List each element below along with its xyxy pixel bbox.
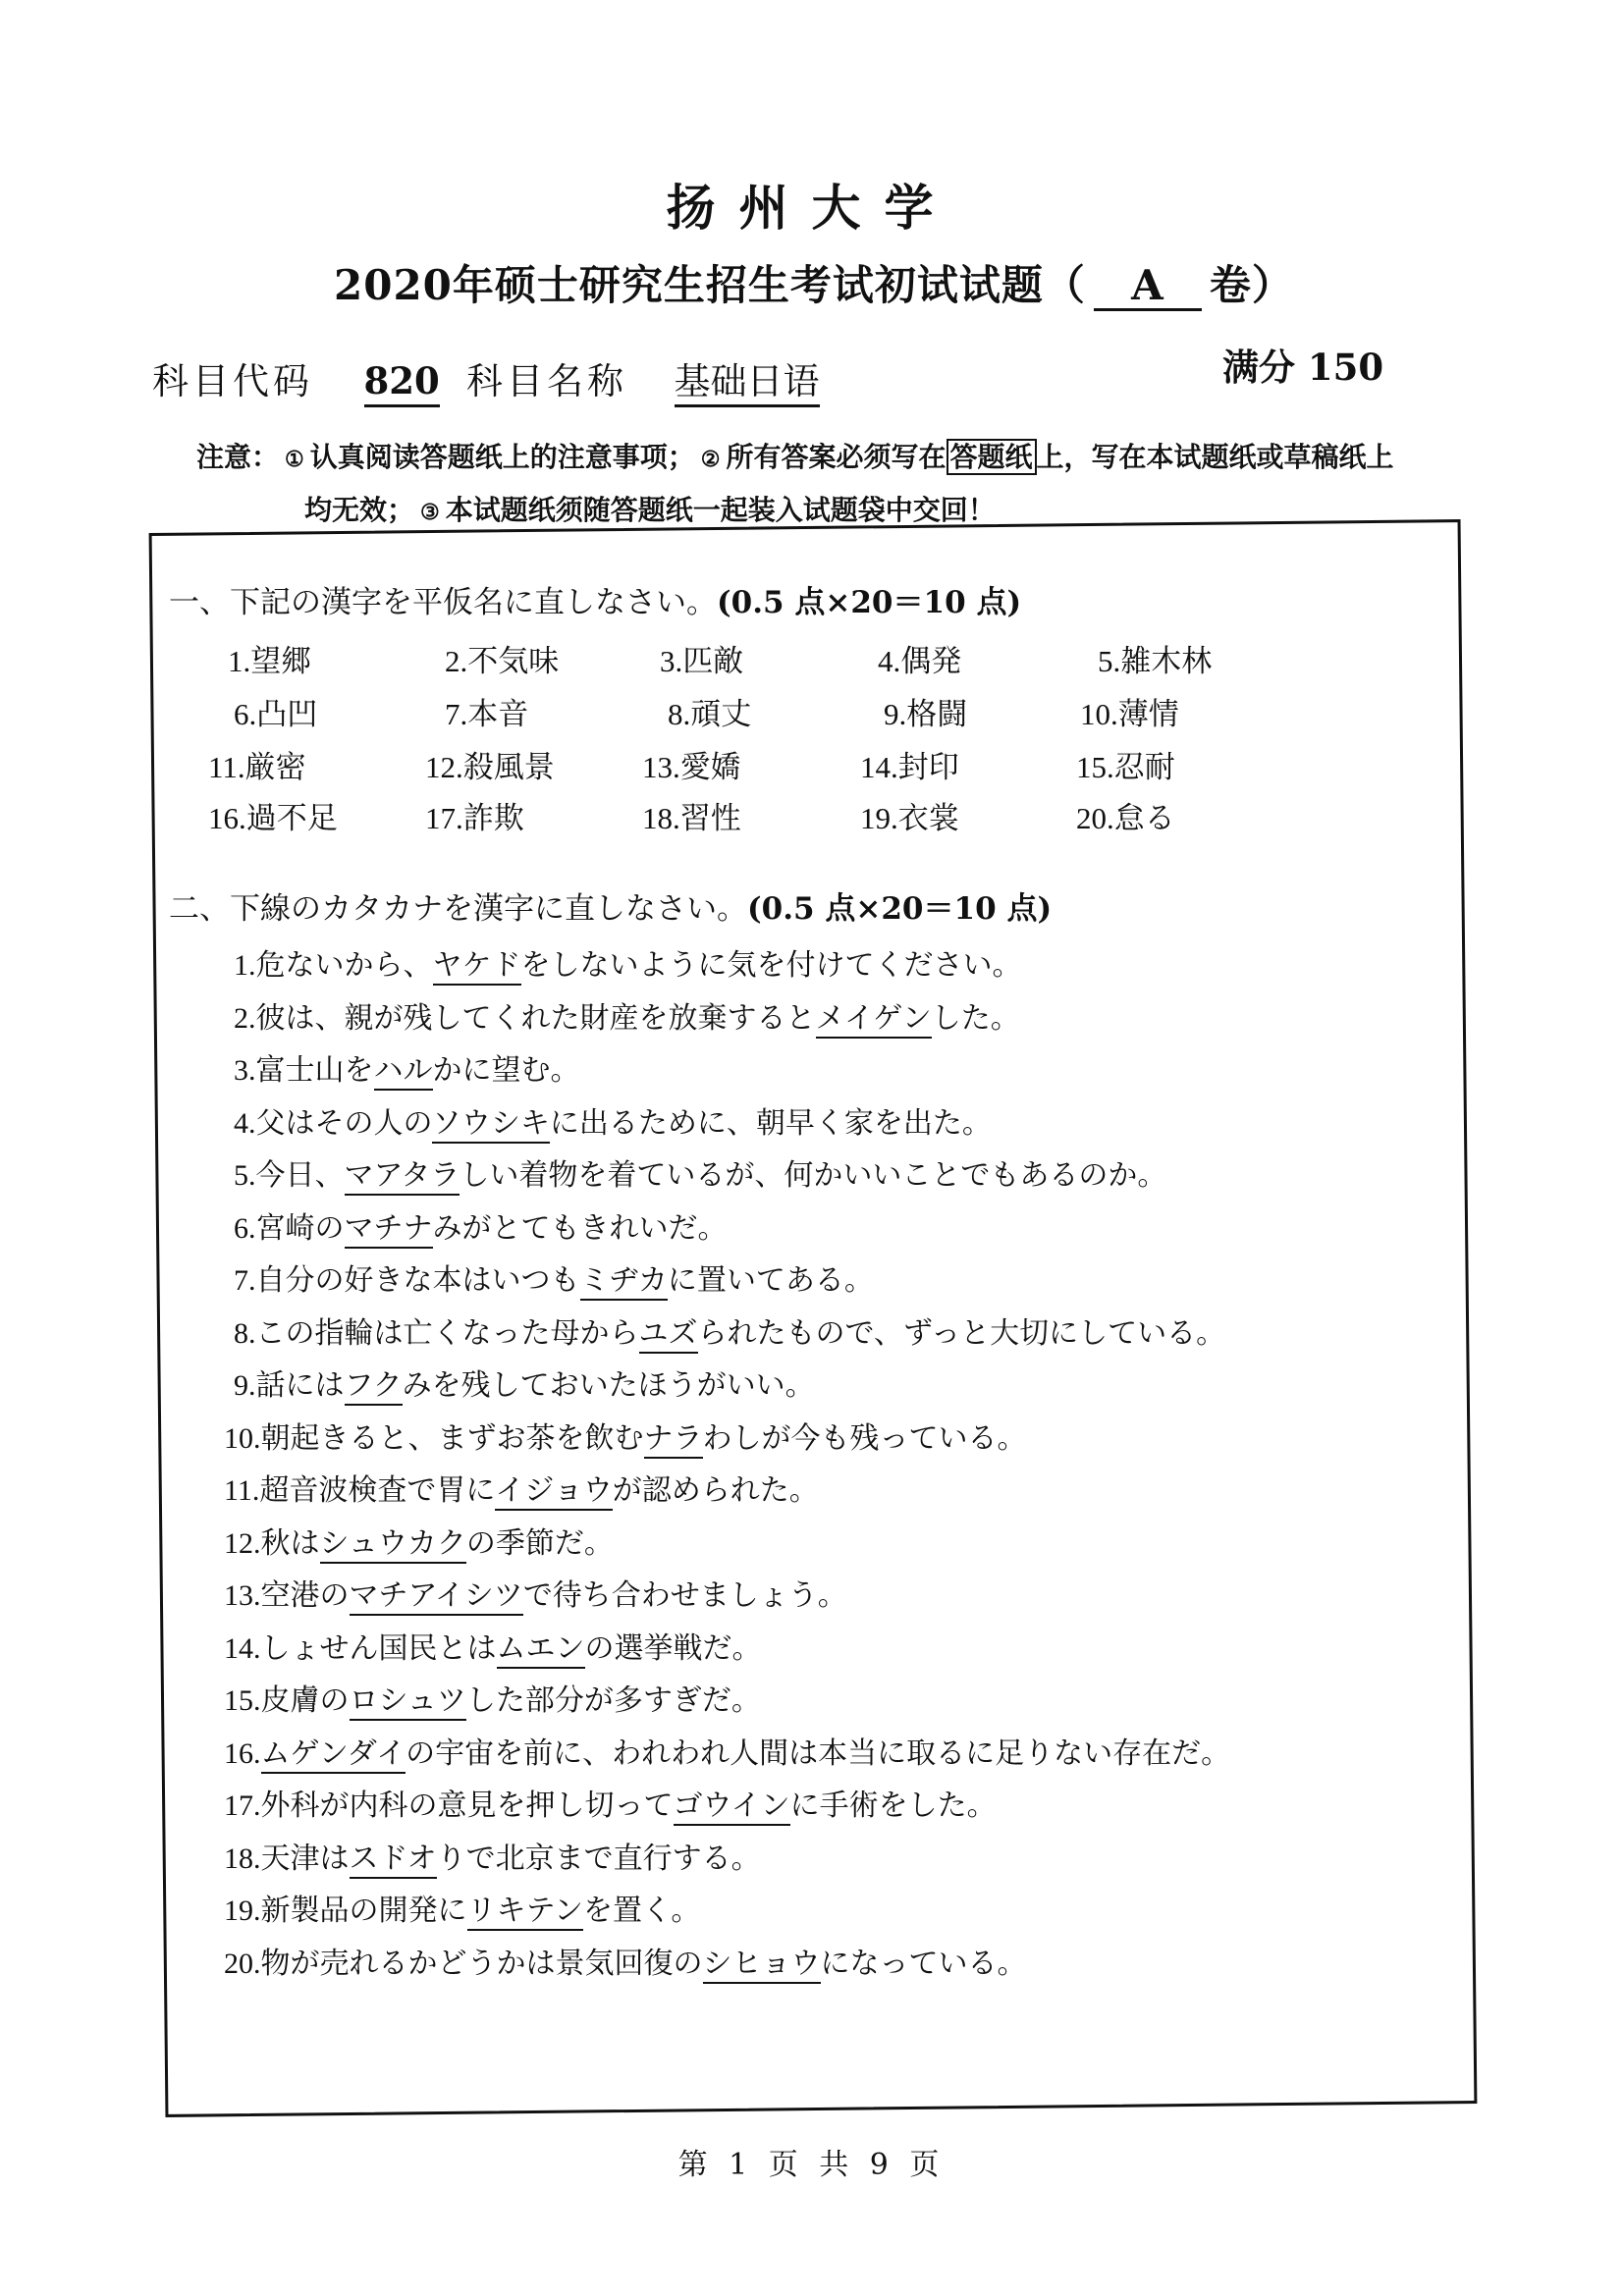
notice-label: 注意： xyxy=(196,441,280,473)
sentence-pre: 空港の xyxy=(260,1578,350,1613)
kanji-text: 本音 xyxy=(467,697,529,732)
kanji-item xyxy=(860,742,959,786)
notice-text-3a: 均无效； xyxy=(304,494,415,526)
sentence-pre: 彼は、親が残してくれた財産を放棄すると xyxy=(255,1001,816,1036)
item-number: 9. xyxy=(884,697,907,731)
subject-name-label: 科目名称 xyxy=(466,360,627,402)
item-number: 3. xyxy=(660,644,683,678)
kanji-text: 愛嬌 xyxy=(679,750,741,785)
kanji-text: 殺風景 xyxy=(462,750,555,785)
underlined-katakana: シュウカク xyxy=(320,1526,466,1564)
item-number: 7. xyxy=(445,697,468,731)
sentence-pre: 富士山を xyxy=(255,1053,374,1088)
notice-text-3b: 本试题纸须随答题纸一起装入试题袋中交回！ xyxy=(445,494,996,526)
sentence-post: の選挙戦だ。 xyxy=(584,1631,762,1666)
underlined-katakana: リキテン xyxy=(467,1894,584,1931)
item-number: 4. xyxy=(878,644,901,678)
kanji-item xyxy=(860,793,959,837)
underlined-katakana: ムエン xyxy=(497,1631,585,1669)
item-number: 15. xyxy=(1076,750,1114,784)
sentence-post: に置いてある。 xyxy=(667,1263,874,1298)
item-number: 5. xyxy=(1098,644,1121,678)
item-number: 16. xyxy=(208,801,246,835)
sentence-item xyxy=(234,1255,874,1299)
kanji-text: 偶発 xyxy=(900,644,962,679)
kanji-item xyxy=(1098,636,1212,680)
notice-text-1: 认真阅读答题纸上的注意事项； xyxy=(309,441,695,473)
sentence-post: みがとてもきれいだ。 xyxy=(432,1211,728,1246)
underlined-katakana: フク xyxy=(345,1368,403,1406)
item-number: 18. xyxy=(224,1842,261,1875)
item-number: 14. xyxy=(860,750,898,784)
item-number: 18. xyxy=(642,801,680,835)
kanji-text: 格闘 xyxy=(906,697,968,732)
kanji-item xyxy=(884,689,967,733)
sentence-item xyxy=(234,1098,992,1142)
sentence-pre: 朝起きると、まずお茶を飲む xyxy=(260,1421,644,1456)
sentence-pre: この指輪は亡くなった母から xyxy=(255,1316,639,1351)
kanji-item xyxy=(228,636,311,680)
kanji-item xyxy=(660,636,743,680)
sentence-item xyxy=(224,1571,847,1614)
kanji-item xyxy=(642,793,741,837)
sentence-pre: 宮崎の xyxy=(255,1211,345,1246)
item-number: 17. xyxy=(224,1789,261,1822)
sentence-item xyxy=(224,1676,761,1719)
underlined-katakana: スドオ xyxy=(350,1842,437,1879)
sentence-pre: 秋は xyxy=(260,1526,320,1561)
kanji-item xyxy=(234,689,317,733)
sentence-post: かに望む。 xyxy=(432,1053,580,1088)
sentence-post: られたもので、ずっと大切にしている。 xyxy=(697,1316,1226,1351)
sentence-pre: 父はその人の xyxy=(255,1106,432,1141)
item-number: 2. xyxy=(234,1002,256,1035)
section2-title: 二、下線のカタカナを漢字に直しなさい。 xyxy=(169,891,747,927)
subject-code: 820 xyxy=(364,359,440,407)
underlined-katakana: マチナ xyxy=(345,1211,433,1249)
sentence-pre: 皮膚の xyxy=(260,1683,350,1718)
sentence-item xyxy=(234,1150,1166,1194)
kanji-item xyxy=(425,793,524,837)
sentence-post: をしないように気を付けてください。 xyxy=(520,948,1022,983)
kanji-text: 忍耐 xyxy=(1113,750,1175,785)
exam-title-suffix: 卷） xyxy=(1209,261,1294,309)
notice-mark-1: ① xyxy=(285,447,304,472)
sentence-item xyxy=(224,1781,997,1824)
item-number: 13. xyxy=(642,750,680,784)
full-score: 满分 150 xyxy=(1222,346,1384,389)
item-number: 12. xyxy=(425,750,463,784)
sentence-item xyxy=(234,940,1022,984)
item-number: 8. xyxy=(668,697,691,731)
kanji-text: 衣裳 xyxy=(897,801,959,836)
sentence-item xyxy=(234,1203,728,1247)
sentence-post: りで北京まで直行する。 xyxy=(436,1842,761,1876)
sentence-pre: 超音波検査で胃に xyxy=(259,1473,496,1508)
notice-line-2 xyxy=(304,489,996,528)
notice-text-2a: 所有答案必须写在 xyxy=(726,441,947,473)
subject-name-row xyxy=(466,351,820,404)
subject-code-row xyxy=(152,351,440,404)
kanji-text: 頑丈 xyxy=(690,697,752,732)
kanji-text: 厳密 xyxy=(244,750,306,785)
subject-name: 基础日语 xyxy=(675,360,820,407)
kanji-text: 習性 xyxy=(679,801,741,836)
kanji-text: 凸凹 xyxy=(256,697,318,732)
sentence-pre: 危ないから、 xyxy=(255,948,433,983)
item-number: 15. xyxy=(224,1684,261,1717)
sentence-post: で待ち合わせましょう。 xyxy=(522,1578,847,1613)
section2-heading xyxy=(169,883,1052,928)
item-number: 11. xyxy=(208,750,245,784)
kanji-text: 過不足 xyxy=(245,801,338,836)
item-number: 11. xyxy=(224,1474,260,1507)
sentence-post: が認められた。 xyxy=(612,1473,819,1508)
underlined-katakana: ナラ xyxy=(644,1421,703,1459)
page-number: 第 1 页 共 9 页 xyxy=(677,2148,946,2182)
underlined-katakana: ロシュツ xyxy=(350,1683,466,1721)
underlined-katakana: マアタラ xyxy=(345,1158,460,1196)
section1-points: (0.5 点×20＝10 点) xyxy=(717,585,1022,620)
sentence-pre: 今日、 xyxy=(255,1158,345,1193)
section2-points: (0.5 点×20＝10 点) xyxy=(747,891,1053,927)
sentence-post: に手術をした。 xyxy=(789,1789,997,1823)
sentence-post: の季節だ。 xyxy=(465,1526,614,1561)
sentence-item xyxy=(224,1886,700,1929)
sentence-pre: 話には xyxy=(255,1368,345,1403)
sentence-item xyxy=(224,1834,761,1877)
underlined-katakana: マチアイシツ xyxy=(350,1578,523,1616)
sentence-item xyxy=(224,1414,1027,1457)
item-number: 10. xyxy=(1080,697,1118,731)
underlined-katakana: イジョウ xyxy=(495,1473,612,1511)
item-number: 4. xyxy=(234,1107,256,1140)
sentence-item xyxy=(234,993,1020,1037)
item-number: 14. xyxy=(224,1632,261,1665)
subject-code-label: 科目代码 xyxy=(152,360,313,402)
kanji-text: 雑木林 xyxy=(1120,644,1213,679)
item-number: 5. xyxy=(234,1159,256,1192)
sentence-pre: 外科が内科の意見を押し切って xyxy=(260,1789,674,1823)
answer-sheet-boxed: 答题纸 xyxy=(947,439,1037,475)
notice-line-1 xyxy=(196,436,1394,475)
kanji-text: 不気味 xyxy=(467,644,560,679)
sentence-pre: 新製品の開発に xyxy=(260,1894,467,1928)
sentence-post: した部分が多すぎだ。 xyxy=(465,1683,761,1718)
item-number: 19. xyxy=(860,801,898,835)
kanji-item xyxy=(425,742,555,786)
underlined-katakana: ゴウイン xyxy=(674,1789,790,1826)
university-name: 扬州大学 xyxy=(666,179,957,237)
sentence-item xyxy=(224,1519,614,1562)
paper-letter: A xyxy=(1094,265,1202,311)
kanji-text: 薄情 xyxy=(1117,697,1179,732)
notice-mark-3: ③ xyxy=(420,500,440,525)
kanji-text: 怠る xyxy=(1113,801,1175,836)
sentence-post: の宇宙を前に、われわれ人間は本当に取るに足りない存在だ。 xyxy=(406,1736,1231,1771)
sentence-item xyxy=(234,1045,580,1089)
sentence-item xyxy=(234,1361,815,1404)
sentence-item xyxy=(234,1308,1225,1352)
kanji-item xyxy=(445,636,559,680)
section1-heading xyxy=(169,577,1021,621)
sentence-item xyxy=(224,1466,819,1509)
sentence-pre: 自分の好きな本はいつも xyxy=(255,1263,580,1298)
kanji-item xyxy=(668,689,751,733)
sentence-item xyxy=(224,1939,1027,1982)
kanji-item xyxy=(208,793,338,837)
sentence-pre: 物が売れるかどうかは景気回復の xyxy=(260,1947,703,1981)
exam-title-prefix: 2020年硕士研究生招生考试初试试题（ xyxy=(334,261,1086,309)
item-number: 3. xyxy=(234,1054,256,1087)
sentence-item xyxy=(224,1624,762,1667)
underlined-katakana: メイゲン xyxy=(816,1001,932,1039)
item-number: 20. xyxy=(224,1948,261,1980)
item-number: 9. xyxy=(234,1369,256,1402)
sentence-pre: しょせん国民とは xyxy=(260,1631,497,1666)
sentence-pre: 天津は xyxy=(260,1842,350,1876)
sentence-post: に出るために、朝早く家を出た。 xyxy=(549,1106,992,1141)
underlined-katakana: シヒョウ xyxy=(703,1947,821,1984)
underlined-katakana: ユズ xyxy=(639,1316,698,1354)
notice-text-2b: 上，写在本试题纸或草稿纸上 xyxy=(1036,441,1394,473)
notice-mark-2: ② xyxy=(700,447,721,472)
kanji-item xyxy=(1076,793,1175,837)
sentence-post: しい着物を着ているが、何かいいことでもあるのか。 xyxy=(460,1158,1167,1193)
exam-title xyxy=(334,253,1294,312)
kanji-item xyxy=(208,742,306,786)
kanji-item xyxy=(1076,742,1175,786)
kanji-text: 望郷 xyxy=(250,644,312,679)
item-number: 19. xyxy=(224,1895,261,1927)
item-number: 7. xyxy=(234,1264,256,1297)
section1-title: 一、下記の漢字を平仮名に直しなさい。 xyxy=(169,585,717,620)
sentence-item xyxy=(224,1729,1230,1772)
kanji-text: 匹敵 xyxy=(682,644,744,679)
kanji-text: 詐欺 xyxy=(462,801,524,836)
kanji-item xyxy=(878,636,961,680)
kanji-text: 封印 xyxy=(897,750,959,785)
item-number: 17. xyxy=(425,801,463,835)
kanji-item xyxy=(1080,689,1179,733)
item-number: 10. xyxy=(224,1422,261,1455)
item-number: 13. xyxy=(224,1579,261,1612)
underlined-katakana: ムゲンダイ xyxy=(261,1736,406,1774)
item-number: 6. xyxy=(234,697,257,731)
item-number: 20. xyxy=(1076,801,1114,835)
item-number: 8. xyxy=(234,1317,256,1350)
underlined-katakana: ハル xyxy=(374,1053,433,1091)
item-number: 1. xyxy=(228,644,251,678)
sentence-post: になっている。 xyxy=(820,1947,1027,1981)
underlined-katakana: ヤケド xyxy=(433,948,521,986)
sentence-post: した。 xyxy=(931,1001,1020,1036)
sentence-post: を置く。 xyxy=(583,1894,701,1928)
kanji-item xyxy=(445,689,528,733)
item-number: 12. xyxy=(224,1527,261,1560)
underlined-katakana: ミヂカ xyxy=(580,1263,668,1301)
item-number: 2. xyxy=(445,644,468,678)
sentence-post: みを残しておいたほうがいい。 xyxy=(402,1368,815,1403)
underlined-katakana: ソウシキ xyxy=(432,1106,550,1144)
kanji-item xyxy=(642,742,741,786)
item-number: 6. xyxy=(234,1212,256,1245)
item-number: 1. xyxy=(234,949,256,982)
item-number: 16. xyxy=(224,1737,261,1770)
sentence-post: わしが今も残っている。 xyxy=(702,1421,1027,1456)
